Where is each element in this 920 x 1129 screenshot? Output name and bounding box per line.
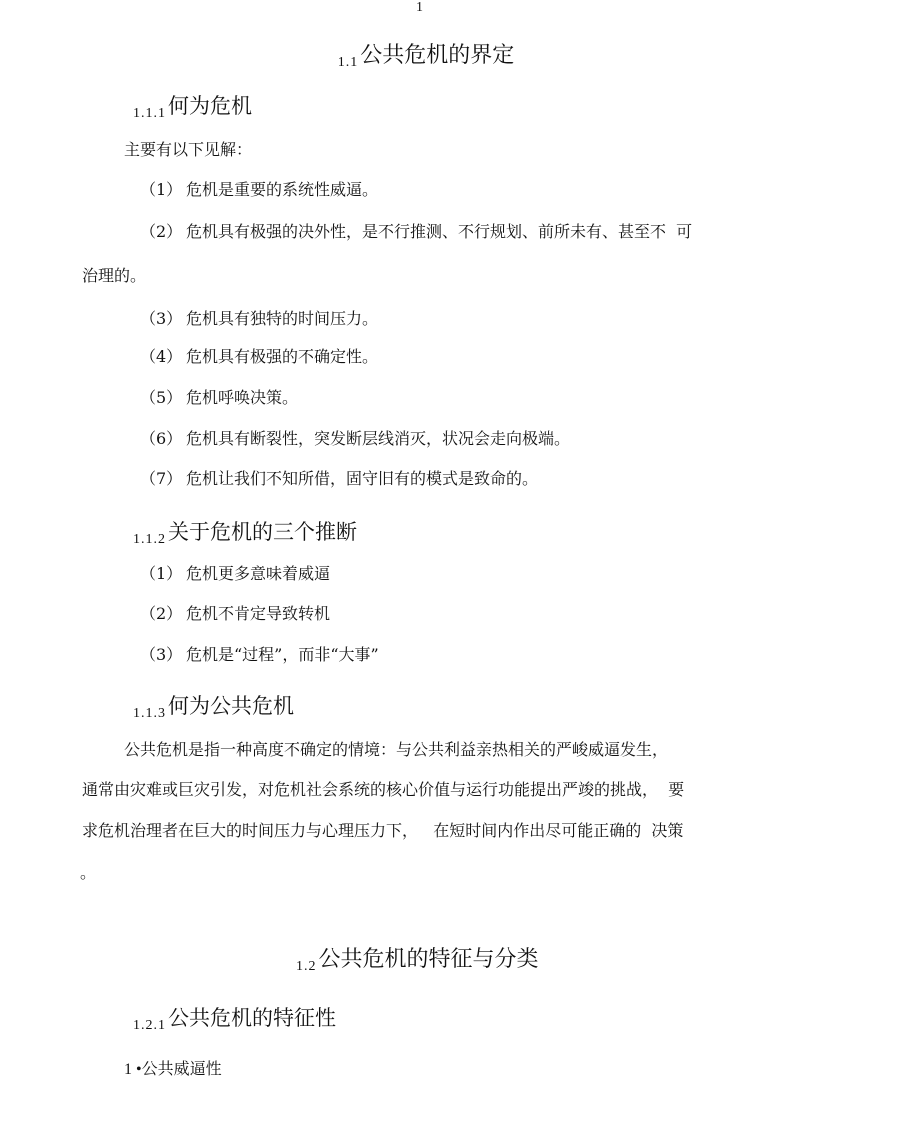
list-item [140, 306, 378, 329]
subsection-title: 关于危机的三个推断 [168, 520, 357, 544]
list-text: 危机具有极强的不确定性。 [186, 347, 379, 366]
subsection-title: 公共危机的特征性 [168, 1006, 336, 1030]
subsection-title: 何为公共危机 [168, 694, 294, 718]
list-text: 危机具有独特的时间压力。 [186, 309, 379, 328]
list-item [140, 466, 538, 489]
subsection-heading-1-1-3 [133, 690, 294, 722]
subsection-heading-1-2-1 [133, 1002, 336, 1034]
list-continuation: 治理的。 [82, 266, 147, 285]
list-item [140, 561, 330, 584]
subsection-title: 何为危机 [168, 94, 252, 118]
section-number: 1.1 [337, 55, 359, 70]
list-text: 危机具有极强的决外性，是不行推测、不行规划、前所未有、甚至不 可 [186, 222, 693, 241]
list-item [140, 642, 379, 665]
paragraph-line: 公共危机是指一种高度不确定的情境：与公共利益亲热相关的严峻威逼发生， [124, 740, 669, 759]
subsection-heading-1-1-2 [133, 516, 357, 548]
list-marker: （2） [140, 222, 183, 241]
list-text: 公共威逼性 [141, 1059, 222, 1078]
list-text: 危机不肯定导致转机 [186, 604, 331, 623]
list-marker: （3） [140, 645, 183, 664]
list-marker: （1） [140, 180, 183, 199]
paragraph-line: 。 [80, 863, 97, 882]
paragraph-line: 求危机治理者在巨大的时间压力与心理压力下， 在短时间内作出尽可能正确的 决策 [82, 821, 684, 840]
list-marker: （5） [140, 388, 183, 407]
subsection-heading-1-1-1 [133, 90, 252, 122]
list-marker: （1） [140, 564, 183, 583]
list-text: 危机是重要的系统性威逼。 [186, 180, 379, 199]
list-item [140, 219, 692, 242]
list-marker: （2） [140, 604, 183, 623]
list-marker: （7） [140, 469, 183, 488]
list-item [140, 177, 378, 200]
section-heading-1-1 [0, 38, 852, 71]
list-text: 危机是“过程”，而非“大事” [186, 645, 379, 664]
subsection-number: 1.1.1 [133, 106, 166, 121]
list-marker: （6） [140, 429, 183, 448]
section-number: 1.2 [296, 959, 317, 974]
section-title: 公共危机的界定 [360, 43, 515, 68]
list-marker: （4） [140, 347, 183, 366]
intro-text: 主要有以下见解： [124, 140, 253, 159]
list-marker: （3） [140, 309, 183, 328]
list-item [140, 601, 330, 624]
page-number: 1 [416, 0, 423, 15]
subsection-number: 1.1.3 [133, 706, 166, 721]
list-text: 危机让我们不知所借，固守旧有的模式是致命的。 [186, 469, 539, 488]
list-item [124, 1056, 222, 1079]
subsection-number: 1.1.2 [133, 532, 166, 547]
list-item [140, 426, 570, 449]
list-marker: 1 • [124, 1061, 142, 1078]
list-text: 危机呼唤决策。 [186, 388, 299, 407]
list-item [140, 344, 378, 367]
list-text: 危机具有断裂性，突发断层线消灭，状况会走向极端。 [186, 429, 571, 448]
paragraph-line: 通常由灾难或巨灾引发，对危机社会系统的核心价值与运行功能提出严竣的挑战， 要 [82, 780, 685, 799]
section-heading-1-2 [296, 942, 539, 975]
list-text: 危机更多意味着威逼 [186, 564, 331, 583]
section-title: 公共危机的特征与分类 [318, 947, 539, 972]
subsection-number: 1.2.1 [133, 1018, 166, 1033]
list-item [140, 385, 298, 408]
